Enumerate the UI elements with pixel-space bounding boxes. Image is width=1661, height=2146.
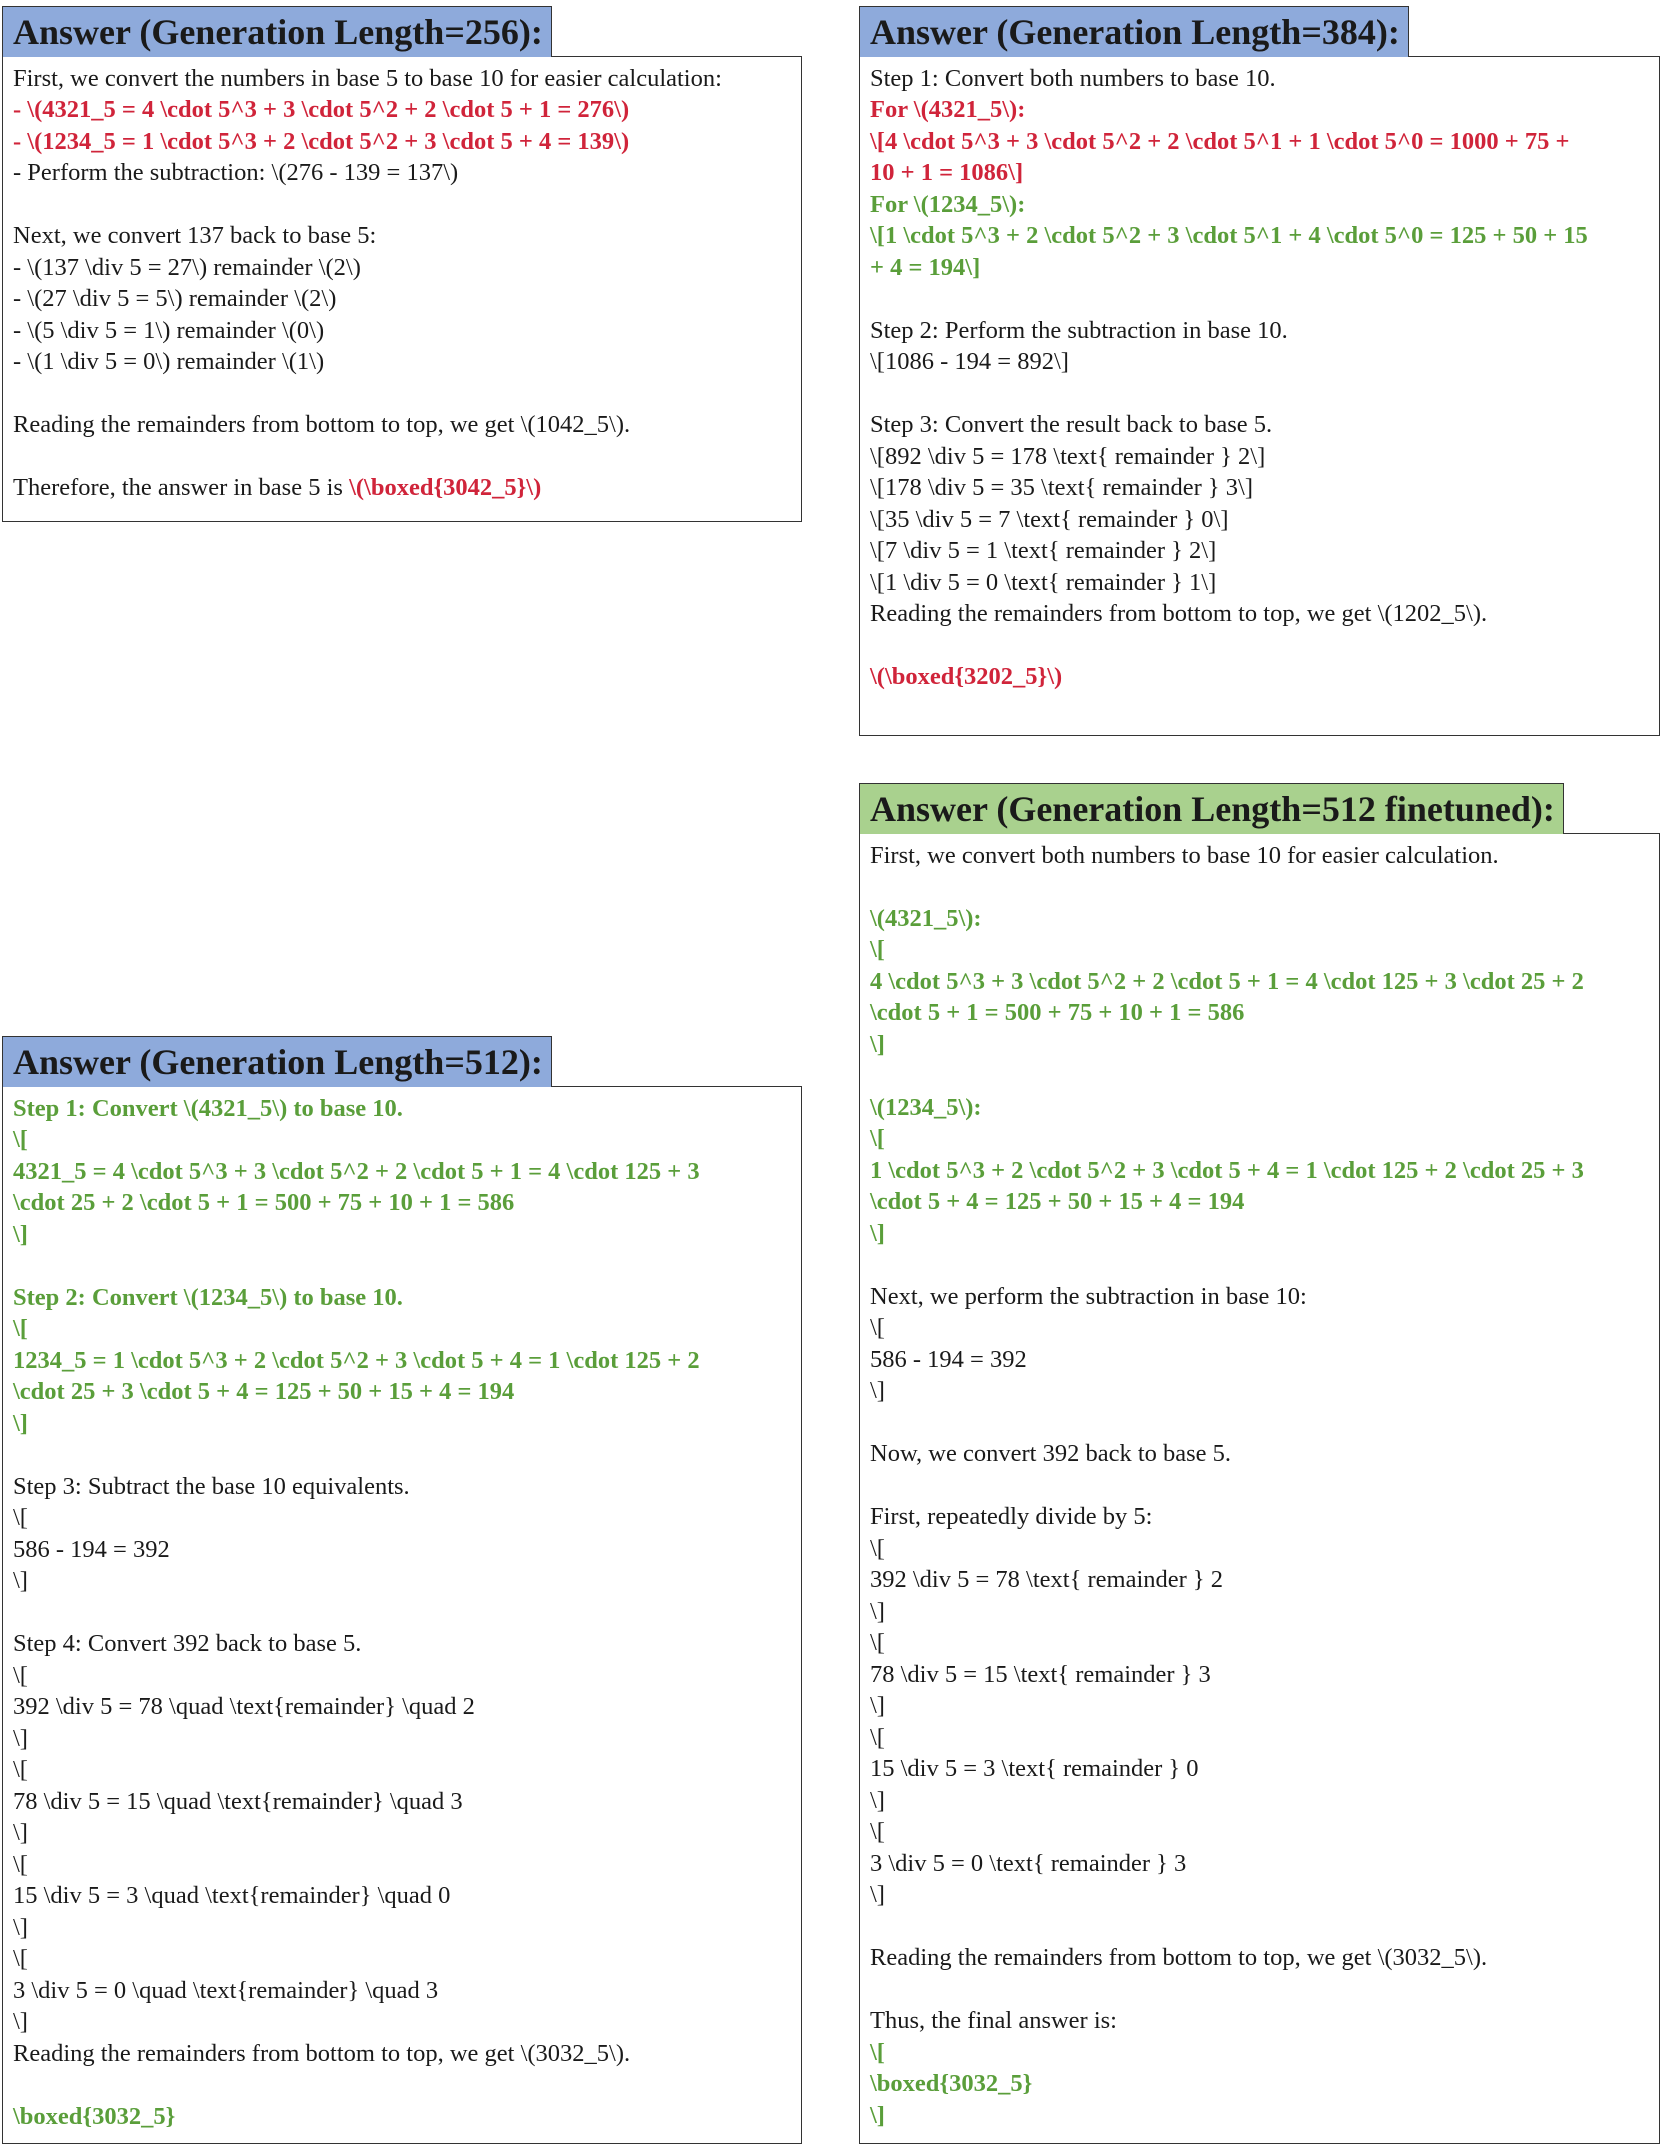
text-segment: \[ bbox=[870, 936, 885, 963]
text-segment: Reading the remainders from bottom to top, we get \(1202_5\). bbox=[870, 600, 1488, 627]
text-line bbox=[870, 535, 1649, 567]
text-segment: \] bbox=[870, 1030, 885, 1058]
text-line bbox=[870, 126, 1649, 158]
text-segment: Next, we convert 137 back to base 5: bbox=[13, 222, 377, 249]
text-line bbox=[13, 63, 791, 95]
text-line bbox=[13, 1471, 791, 1503]
text-segment: \] bbox=[13, 1567, 28, 1594]
text-line bbox=[13, 378, 791, 410]
text-segment: 1234_5 = 1 \cdot 5^3 + 2 \cdot 5^2 + 3 \cdot 5 + 4 = 1 \cdot 125 + 2 bbox=[13, 1346, 700, 1374]
text-segment: \[ bbox=[870, 2038, 885, 2066]
text-line bbox=[870, 1911, 1649, 1943]
text-segment: First, repeatedly divide by 5: bbox=[870, 1503, 1153, 1530]
text-line bbox=[13, 220, 791, 252]
text-line bbox=[13, 315, 791, 347]
text-segment: - \(137 \div 5 = 27\) remainder \(2\) bbox=[13, 253, 361, 281]
text-line bbox=[870, 598, 1649, 630]
panel-gen-384 bbox=[859, 6, 1660, 736]
text-line bbox=[870, 409, 1649, 441]
text-line bbox=[870, 504, 1649, 536]
text-segment: \] bbox=[13, 1220, 28, 1248]
text-segment: Now, we convert 392 back to base 5. bbox=[870, 1440, 1232, 1467]
text-line bbox=[13, 1849, 791, 1881]
text-line bbox=[870, 871, 1649, 903]
text-line bbox=[870, 1722, 1649, 1754]
text-line bbox=[13, 1912, 791, 1944]
text-line bbox=[870, 1564, 1649, 1596]
text-line bbox=[870, 1281, 1649, 1313]
text-line bbox=[870, 1470, 1649, 1502]
panel-body bbox=[2, 56, 802, 522]
panel-body bbox=[2, 1086, 802, 2144]
text-line bbox=[13, 1723, 791, 1755]
text-line bbox=[870, 2068, 1649, 2100]
text-line bbox=[13, 1093, 791, 1125]
text-line bbox=[870, 966, 1649, 998]
text-segment: \[ bbox=[870, 1125, 885, 1152]
text-segment: \] bbox=[870, 1597, 885, 1625]
text-line bbox=[870, 1942, 1649, 1974]
text-line bbox=[870, 1407, 1649, 1439]
text-line bbox=[870, 1690, 1649, 1722]
text-segment: \[ bbox=[13, 1756, 28, 1783]
text-line bbox=[870, 1186, 1649, 1218]
text-segment: \cdot 5 + 4 = 125 + 50 + 15 + 4 = 194 bbox=[870, 1188, 1245, 1215]
text-segment: Step 2: Perform the subtraction in base 10. bbox=[870, 316, 1288, 344]
text-line bbox=[13, 1408, 791, 1440]
text-line bbox=[870, 252, 1649, 284]
text-segment: Step 3: Convert the result back to base 5. bbox=[870, 411, 1273, 438]
text-line bbox=[870, 1533, 1649, 1565]
text-line bbox=[870, 1753, 1649, 1785]
text-segment: \(\boxed{3202_5}\) bbox=[870, 663, 1063, 690]
text-segment: \(1234_5\): bbox=[870, 1093, 982, 1121]
text-line bbox=[870, 1501, 1649, 1533]
text-line bbox=[870, 1627, 1649, 1659]
text-segment: \] bbox=[13, 2008, 28, 2035]
text-segment: \] bbox=[13, 1913, 28, 1941]
text-line bbox=[13, 1502, 791, 1534]
text-line bbox=[13, 1376, 791, 1408]
text-line bbox=[870, 1375, 1649, 1407]
panel-gen-256 bbox=[2, 6, 802, 522]
text-line bbox=[13, 1628, 791, 1660]
text-segment: \] bbox=[870, 1692, 885, 1719]
text-segment: 586 - 194 = 392 bbox=[13, 1535, 170, 1563]
text-segment: Reading the remainders from bottom to top, we get \(3032_5\). bbox=[13, 2039, 631, 2067]
text-line bbox=[870, 1155, 1649, 1187]
text-segment: \] bbox=[870, 1881, 885, 1908]
text-segment: Reading the remainders from bottom to top, we get \(1042_5\). bbox=[13, 411, 631, 438]
text-segment: Step 1: Convert \(4321_5\) to base 10. bbox=[13, 1094, 403, 1122]
text-segment: \] bbox=[870, 2101, 885, 2129]
text-line bbox=[870, 157, 1649, 189]
text-segment: 15 \div 5 = 3 \quad \text{remainder} \quad 0 bbox=[13, 1882, 451, 1909]
text-segment: Next, we perform the subtraction in base 10: bbox=[870, 1282, 1307, 1310]
text-segment: - \(27 \div 5 = 5\) remainder \(2\) bbox=[13, 285, 337, 312]
text-segment: - \(1234_5 = 1 \cdot 5^3 + 2 \cdot 5^2 + 3 \cdot 5 + 4 = 139\) bbox=[13, 127, 630, 155]
text-segment: \[ bbox=[870, 1314, 885, 1341]
text-line bbox=[870, 1029, 1649, 1061]
text-segment: 586 - 194 = 392 bbox=[870, 1345, 1027, 1373]
text-segment: \] bbox=[13, 1724, 28, 1752]
text-line bbox=[13, 1817, 791, 1849]
text-segment: \[ bbox=[13, 1945, 28, 1972]
text-segment: \[178 \div 5 = 35 \text{ remainder } 3\] bbox=[870, 474, 1253, 501]
text-line bbox=[13, 1282, 791, 1314]
panel-header: Answer (Generation Length=384): bbox=[859, 6, 1409, 57]
text-segment: \(4321_5\): bbox=[870, 904, 982, 932]
text-line bbox=[870, 2005, 1649, 2037]
text-line bbox=[13, 1124, 791, 1156]
panel-header: Answer (Generation Length=512 finetuned): bbox=[859, 783, 1564, 834]
text-segment: \boxed{3032_5} bbox=[870, 2070, 1033, 2097]
text-segment: 78 \div 5 = 15 \text{ remainder } 3 bbox=[870, 1660, 1211, 1688]
text-segment: \[ bbox=[13, 1850, 28, 1878]
text-line bbox=[13, 1345, 791, 1377]
text-segment: For \(1234_5\): bbox=[870, 190, 1026, 218]
text-segment: \[ bbox=[870, 1534, 885, 1562]
panel-header: Answer (Generation Length=256): bbox=[2, 6, 552, 57]
text-segment: \[ bbox=[870, 1723, 885, 1751]
text-line bbox=[13, 346, 791, 378]
text-line bbox=[870, 2100, 1649, 2132]
panel-body bbox=[859, 56, 1660, 736]
text-line bbox=[13, 1691, 791, 1723]
text-line bbox=[13, 1250, 791, 1282]
text-segment: \[ bbox=[870, 1629, 885, 1656]
text-line bbox=[13, 409, 791, 441]
text-segment: \cdot 25 + 2 \cdot 5 + 1 = 500 + 75 + 10 + 1 = 586 bbox=[13, 1189, 515, 1216]
text-line bbox=[870, 472, 1649, 504]
text-segment: Reading the remainders from bottom to top, we get \(3032_5\). bbox=[870, 1944, 1488, 1971]
text-line bbox=[13, 1187, 791, 1219]
text-line bbox=[13, 1565, 791, 1597]
text-segment: First, we convert both numbers to base 10 for easier calculation. bbox=[870, 841, 1499, 869]
text-segment: \[1 \cdot 5^3 + 2 \cdot 5^2 + 3 \cdot 5^1 + 4 \cdot 5^0 = 125 + 50 + 15 bbox=[870, 222, 1588, 249]
text-line bbox=[13, 441, 791, 473]
text-line bbox=[870, 63, 1649, 95]
text-line bbox=[13, 2101, 791, 2133]
text-line bbox=[870, 1438, 1649, 1470]
text-segment: \[1 \div 5 = 0 \text{ remainder } 1\] bbox=[870, 568, 1217, 596]
text-line bbox=[870, 1312, 1649, 1344]
text-segment: 4321_5 = 4 \cdot 5^3 + 3 \cdot 5^2 + 2 \cdot 5 + 1 = 4 \cdot 125 + 3 bbox=[13, 1157, 700, 1185]
text-line bbox=[870, 1596, 1649, 1628]
text-line bbox=[13, 1534, 791, 1566]
text-segment: 392 \div 5 = 78 \quad \text{remainder} \quad 2 bbox=[13, 1693, 475, 1720]
text-line bbox=[13, 1754, 791, 1786]
text-line bbox=[13, 1943, 791, 1975]
text-segment: \[ bbox=[13, 1661, 28, 1689]
text-line bbox=[13, 1880, 791, 1912]
text-line bbox=[870, 1848, 1649, 1880]
text-line bbox=[13, 189, 791, 221]
text-line bbox=[870, 1785, 1649, 1817]
text-line bbox=[870, 903, 1649, 935]
text-line bbox=[870, 283, 1649, 315]
panel-gen-512-finetuned bbox=[859, 783, 1660, 2144]
text-segment: \] bbox=[13, 1409, 28, 1437]
text-segment: \] bbox=[870, 1219, 885, 1247]
text-line bbox=[870, 1218, 1649, 1250]
text-line bbox=[870, 630, 1649, 662]
panel-body bbox=[859, 833, 1660, 2144]
text-line bbox=[13, 94, 791, 126]
text-segment: 10 + 1 = 1086\] bbox=[870, 159, 1024, 186]
text-segment: 3 \div 5 = 0 \text{ remainder } 3 bbox=[870, 1849, 1187, 1877]
text-line bbox=[870, 840, 1649, 872]
text-line bbox=[13, 157, 791, 189]
text-segment: \[ bbox=[870, 1818, 885, 1845]
text-line bbox=[870, 1659, 1649, 1691]
text-line bbox=[870, 997, 1649, 1029]
text-line bbox=[13, 1439, 791, 1471]
text-segment: Thus, the final answer is: bbox=[870, 2007, 1117, 2034]
text-line bbox=[13, 1219, 791, 1251]
text-segment: 78 \div 5 = 15 \quad \text{remainder} \quad 3 bbox=[13, 1787, 463, 1815]
text-line bbox=[870, 661, 1649, 693]
text-line bbox=[870, 2037, 1649, 2069]
text-segment: \[ bbox=[13, 1315, 28, 1342]
text-segment: 392 \div 5 = 78 \text{ remainder } 2 bbox=[870, 1566, 1224, 1593]
text-segment: \[892 \div 5 = 178 \text{ remainder } 2\] bbox=[870, 442, 1266, 470]
text-segment: 1 \cdot 5^3 + 2 \cdot 5^2 + 3 \cdot 5 + 4 = 1 \cdot 125 + 2 \cdot 25 + 3 bbox=[870, 1156, 1584, 1184]
text-segment: \[ bbox=[13, 1504, 28, 1531]
text-line bbox=[870, 567, 1649, 599]
text-segment: - \(4321_5 = 4 \cdot 5^3 + 3 \cdot 5^2 + 2 \cdot 5 + 1 = 276\) bbox=[13, 96, 630, 123]
text-line bbox=[13, 1156, 791, 1188]
text-segment: \[35 \div 5 = 7 \text{ remainder } 0\] bbox=[870, 505, 1229, 533]
text-segment: + 4 = 194\] bbox=[870, 253, 981, 281]
text-line bbox=[13, 1975, 791, 2007]
text-line bbox=[13, 283, 791, 315]
text-segment: 3 \div 5 = 0 \quad \text{remainder} \quad 3 bbox=[13, 1976, 439, 2004]
text-line bbox=[870, 1092, 1649, 1124]
text-segment: \[4 \cdot 5^3 + 3 \cdot 5^2 + 2 \cdot 5^1 + 1 \cdot 5^0 = 1000 + 75 + bbox=[870, 127, 1570, 155]
text-line bbox=[870, 1123, 1649, 1155]
text-line bbox=[13, 1786, 791, 1818]
panel-header: Answer (Generation Length=512): bbox=[2, 1036, 552, 1087]
text-line bbox=[870, 346, 1649, 378]
text-segment: - \(5 \div 5 = 1\) remainder \(0\) bbox=[13, 316, 325, 344]
text-line bbox=[13, 2069, 791, 2101]
text-segment: First, we convert the numbers in base 5 to base 10 for easier calculation: bbox=[13, 64, 722, 92]
text-line bbox=[13, 126, 791, 158]
text-segment: 15 \div 5 = 3 \text{ remainder } 0 bbox=[870, 1755, 1199, 1782]
text-line bbox=[13, 1660, 791, 1692]
text-line bbox=[870, 1974, 1649, 2006]
text-line bbox=[870, 189, 1649, 221]
text-line bbox=[870, 441, 1649, 473]
text-line bbox=[13, 252, 791, 284]
text-segment: \[1086 - 194 = 892\] bbox=[870, 348, 1069, 375]
text-segment: \cdot 25 + 3 \cdot 5 + 4 = 125 + 50 + 15 + 4 = 194 bbox=[13, 1378, 515, 1405]
text-line bbox=[870, 378, 1649, 410]
text-line bbox=[870, 934, 1649, 966]
text-line bbox=[870, 220, 1649, 252]
text-segment: Therefore, the answer in base 5 is bbox=[13, 474, 350, 501]
text-segment: \[ bbox=[13, 1126, 28, 1153]
text-segment: For \(4321_5\): bbox=[870, 96, 1026, 123]
text-segment: \cdot 5 + 1 = 500 + 75 + 10 + 1 = 586 bbox=[870, 999, 1245, 1026]
text-line bbox=[13, 472, 791, 504]
text-segment: \] bbox=[13, 1819, 28, 1846]
text-segment: \(\boxed{3042_5}\) bbox=[349, 474, 542, 501]
text-segment: Step 3: Subtract the base 10 equivalents. bbox=[13, 1472, 410, 1500]
text-line bbox=[13, 2006, 791, 2038]
text-line bbox=[870, 1344, 1649, 1376]
text-segment: Step 4: Convert 392 back to base 5. bbox=[13, 1630, 362, 1657]
text-segment: \] bbox=[870, 1786, 885, 1814]
text-segment: \boxed{3032_5} bbox=[13, 2102, 176, 2130]
text-line bbox=[870, 1816, 1649, 1848]
text-line bbox=[13, 2038, 791, 2070]
text-segment: Step 1: Convert both numbers to base 10. bbox=[870, 64, 1276, 92]
text-line bbox=[13, 1313, 791, 1345]
text-line bbox=[870, 94, 1649, 126]
text-segment: Step 2: Convert \(1234_5\) to base 10. bbox=[13, 1283, 403, 1311]
text-segment: \] bbox=[870, 1377, 885, 1404]
text-line bbox=[870, 1060, 1649, 1092]
text-line bbox=[870, 1879, 1649, 1911]
text-segment: \[7 \div 5 = 1 \text{ remainder } 2\] bbox=[870, 537, 1217, 564]
text-line bbox=[870, 1249, 1649, 1281]
text-segment: - \(1 \div 5 = 0\) remainder \(1\) bbox=[13, 348, 325, 375]
text-line bbox=[870, 315, 1649, 347]
text-segment: - Perform the subtraction: \(276 - 139 = 137\) bbox=[13, 159, 459, 186]
panel-gen-512 bbox=[2, 1036, 802, 2144]
text-segment: 4 \cdot 5^3 + 3 \cdot 5^2 + 2 \cdot 5 + 1 = 4 \cdot 125 + 3 \cdot 25 + 2 bbox=[870, 967, 1584, 995]
text-line bbox=[13, 1597, 791, 1629]
